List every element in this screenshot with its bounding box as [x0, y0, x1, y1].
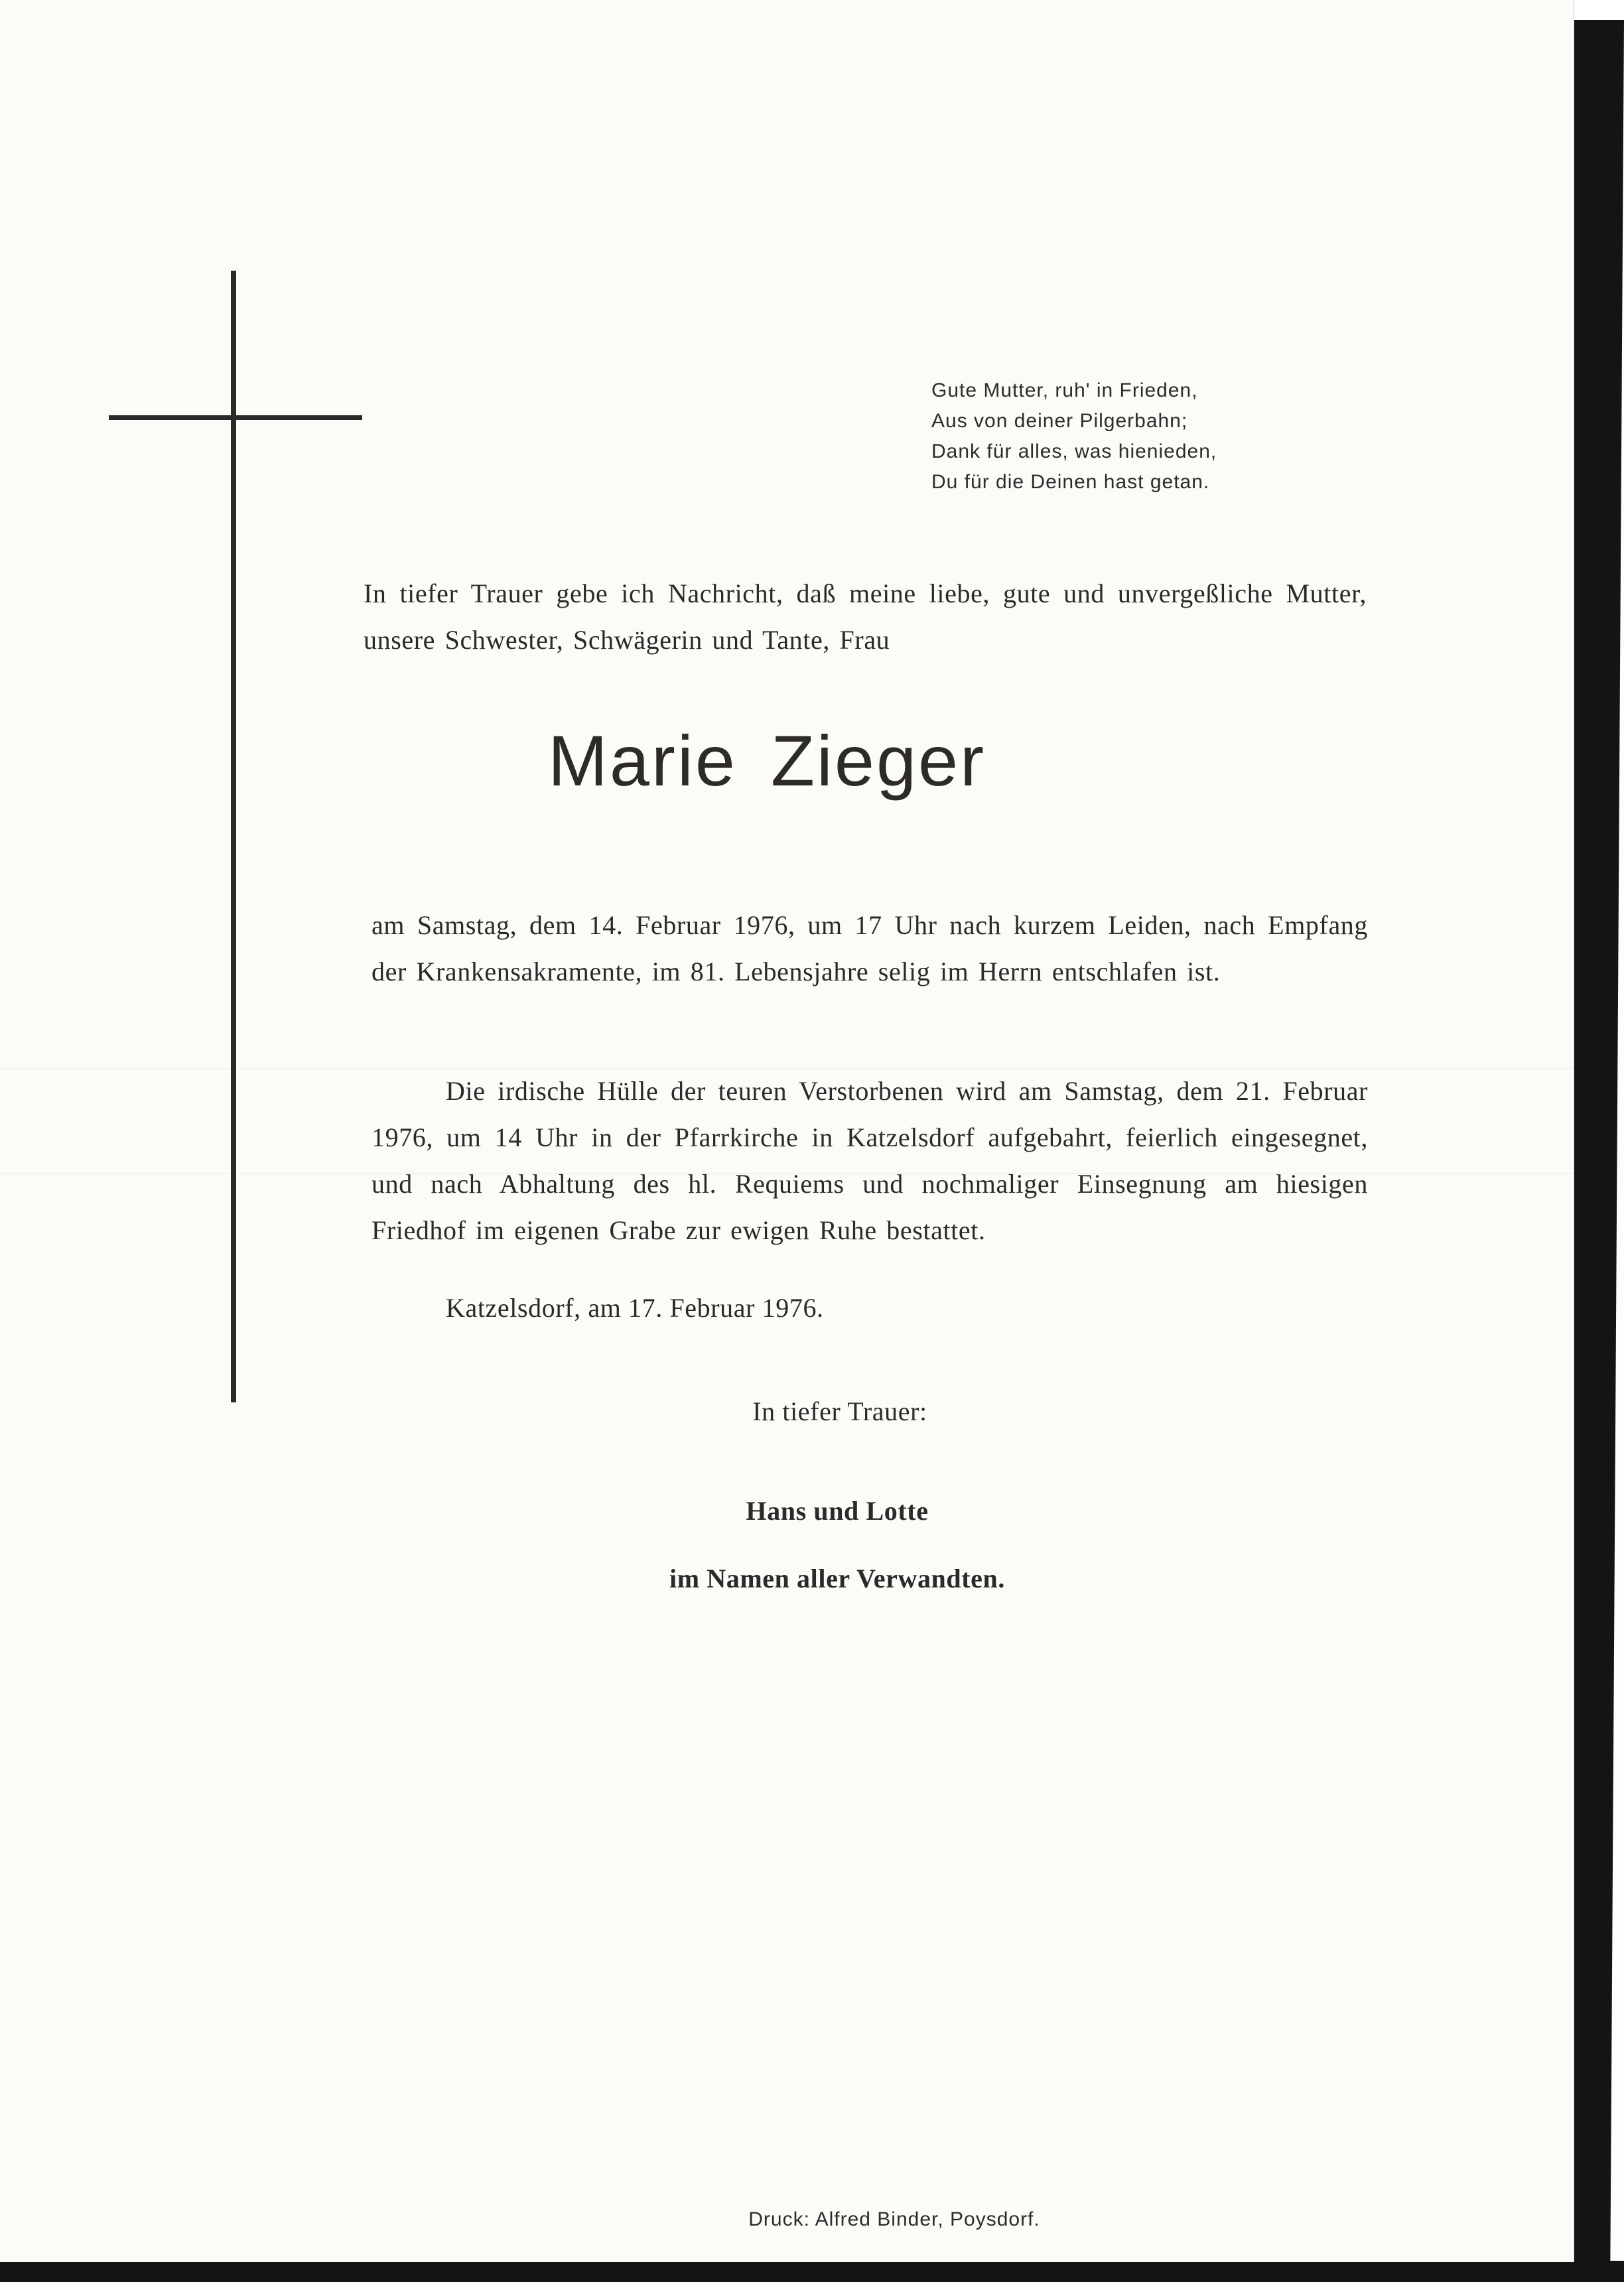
funeral-details: Die irdische Hülle der teuren Verstorbenen wird am Samstag, dem 21. Februar 1976, um 14 Uhr in der Pfarrkirche in Katzelsdorf aufgebahrt, feierlich eingesegnet, und nach Abhaltung des hl. Requiems und nochmaliger Einsegnung am hiesigen Friedhof im eigenen Grabe zur ewigen Ruhe bestattet. [372, 1076, 1368, 1245]
announcement-intro: In tiefer Trauer gebe ich Nachricht, daß meine liebe, gute und unvergeßliche Mutter, unsere Schwester, Schwägerin und Tante, Frau [364, 578, 1367, 655]
signers [0, 1491, 1574, 1531]
mourning-line [0, 1392, 1574, 1432]
place-date: Katzelsdorf, am 17. Februar 1976. [446, 1293, 824, 1323]
mourning-text: In tiefer Trauer: [752, 1396, 927, 1426]
deceased-name-text: Marie Zieger [547, 720, 986, 801]
printer-credit-text: Druck: Alfred Binder, Poysdorf. [748, 2208, 1040, 2230]
printer-credit [0, 2206, 1574, 2233]
relatives-line [0, 1559, 1574, 1599]
verse-line: Dank für alles, was hienieden, [931, 440, 1217, 462]
verse-line: Du für die Deinen hast getan. [931, 471, 1210, 493]
cross-icon-horizontal [109, 415, 362, 420]
relatives-text: im Namen aller Verwandten. [669, 1564, 1005, 1593]
signers-text: Hans und Lotte [746, 1496, 929, 1526]
death-notice: am Samstag, dem 14. Februar 1976, um 17 Uhr nach kurzem Leiden, nach Empfang der Krankensakramente, im 81. Lebensjahre selig im Herrn entschlafen ist. [372, 910, 1368, 986]
memorial-verse [931, 375, 1303, 498]
mourning-border-bottom [0, 2261, 1624, 2282]
verse-line: Aus von deiner Pilgerbahn; [931, 410, 1188, 432]
verse-line: Gute Mutter, ruh' in Frieden, [931, 379, 1198, 401]
deceased-name [0, 718, 1574, 804]
cross-icon-vertical [231, 271, 236, 1402]
